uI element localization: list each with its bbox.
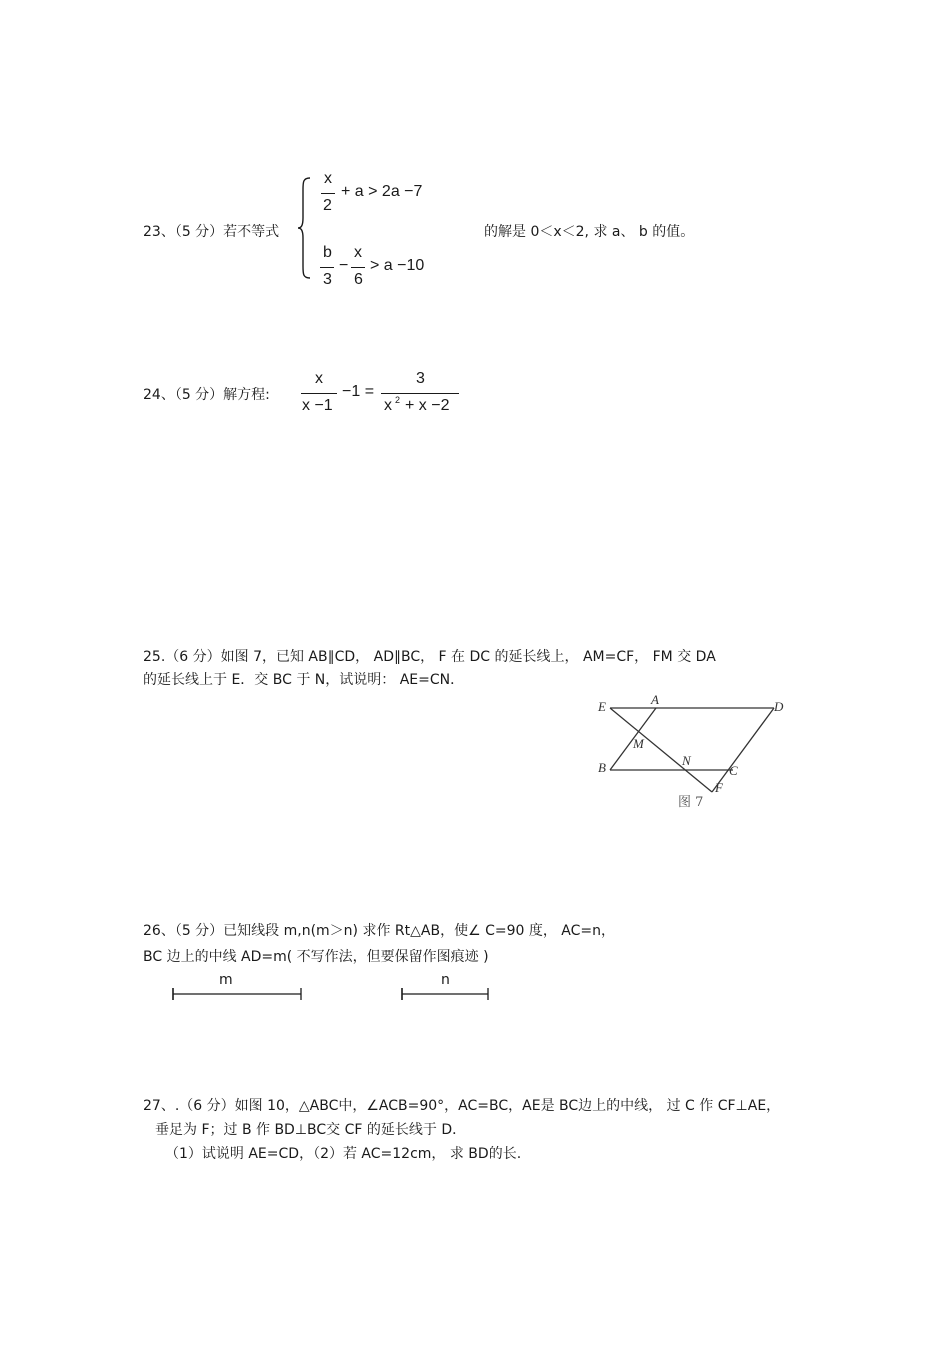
q24-lhs-numerator: x [315,370,323,387]
q25-line2: 的延长线上于 E．交 BC 于 N，试说明： AE=CN． [143,672,465,688]
q24-lhs-rest: −1 = [342,383,375,400]
q24-rhs-fraction-bar [381,393,459,394]
q24-rhs-denominator-x: x [384,397,392,414]
q25-line1: 25.（6 分）如图 7，已知 AB∥CD， AD∥BC， F 在 DC 的延长线上， AM=CF， FM 交 DA [143,649,716,665]
point-label-F: F [715,780,723,795]
segment-m [170,987,304,1001]
q23-ineq2-numerator-b: b [323,244,332,261]
q24-lhs-fraction-bar [301,393,337,394]
q23-label: 23、（5 分）若不等式 [143,224,280,240]
q23-ineq2-minus: − [339,257,349,274]
q26-line1: 26、（5 分）已知线段 m,n(m＞n) 求作 Rt△AB，使∠ C=90 度， AC=n， [143,923,616,939]
figure-7 [590,690,800,812]
figure-7-caption: 图 7 [678,795,704,810]
q26-line2: BC 边上的中线 AD=m( 不写作法，但要保留作图痕迹 ) [143,949,489,965]
q24-rhs-denominator-rest: + x −2 [405,397,450,414]
q27-line1: 27、.（6 分）如图 10，△ABC中，∠ACB=90°，AC=BC，AE是 BC边上的中线， 过 C 作 CF⊥AE， [143,1098,781,1114]
point-label-D: D [774,699,784,714]
q24-rhs-exponent: 2 [395,395,401,405]
q23-ineq1-fraction-bar [321,193,335,194]
point-label-A: A [651,692,659,707]
q23-ineq2-fraction-bar-2 [351,267,365,268]
q23-ineq2-denominator-6: 6 [354,271,363,288]
point-label-N: N [682,753,691,768]
q23-ineq2-numerator-x: x [354,244,362,261]
q23-tail: 的解是 0＜x＜2, 求 a、 b 的值。 [484,224,695,240]
q23-ineq2-denominator-3: 3 [323,271,332,288]
point-label-E: E [598,699,606,714]
q23-ineq2-rest: > a −10 [370,257,425,274]
q27-line3: （1）试说明 AE=CD，（2）若 AC=12cm， 求 BD的长. [165,1146,522,1162]
q23-ineq1-denominator: 2 [323,197,332,214]
segment-n [399,987,491,1001]
segment-m-label: m [219,972,233,988]
point-label-C: C [729,763,738,778]
q23-ineq1-rest: + a > 2a −7 [341,183,423,200]
segment-n-label: n [441,972,450,988]
q27-line2: 垂足为 F；过 B 作 BD⊥BC交 CF 的延长线于 D． [155,1122,467,1138]
q23-ineq2-fraction-bar-1 [320,267,334,268]
point-label-B: B [598,760,606,775]
q24-rhs-numerator: 3 [416,370,425,387]
q23-ineq1-numerator: x [324,170,332,187]
q24-lhs-denominator: x −1 [302,397,333,414]
left-brace-icon [297,176,313,280]
point-label-M: M [633,736,644,751]
q24-label: 24、（5 分）解方程: [143,387,270,403]
